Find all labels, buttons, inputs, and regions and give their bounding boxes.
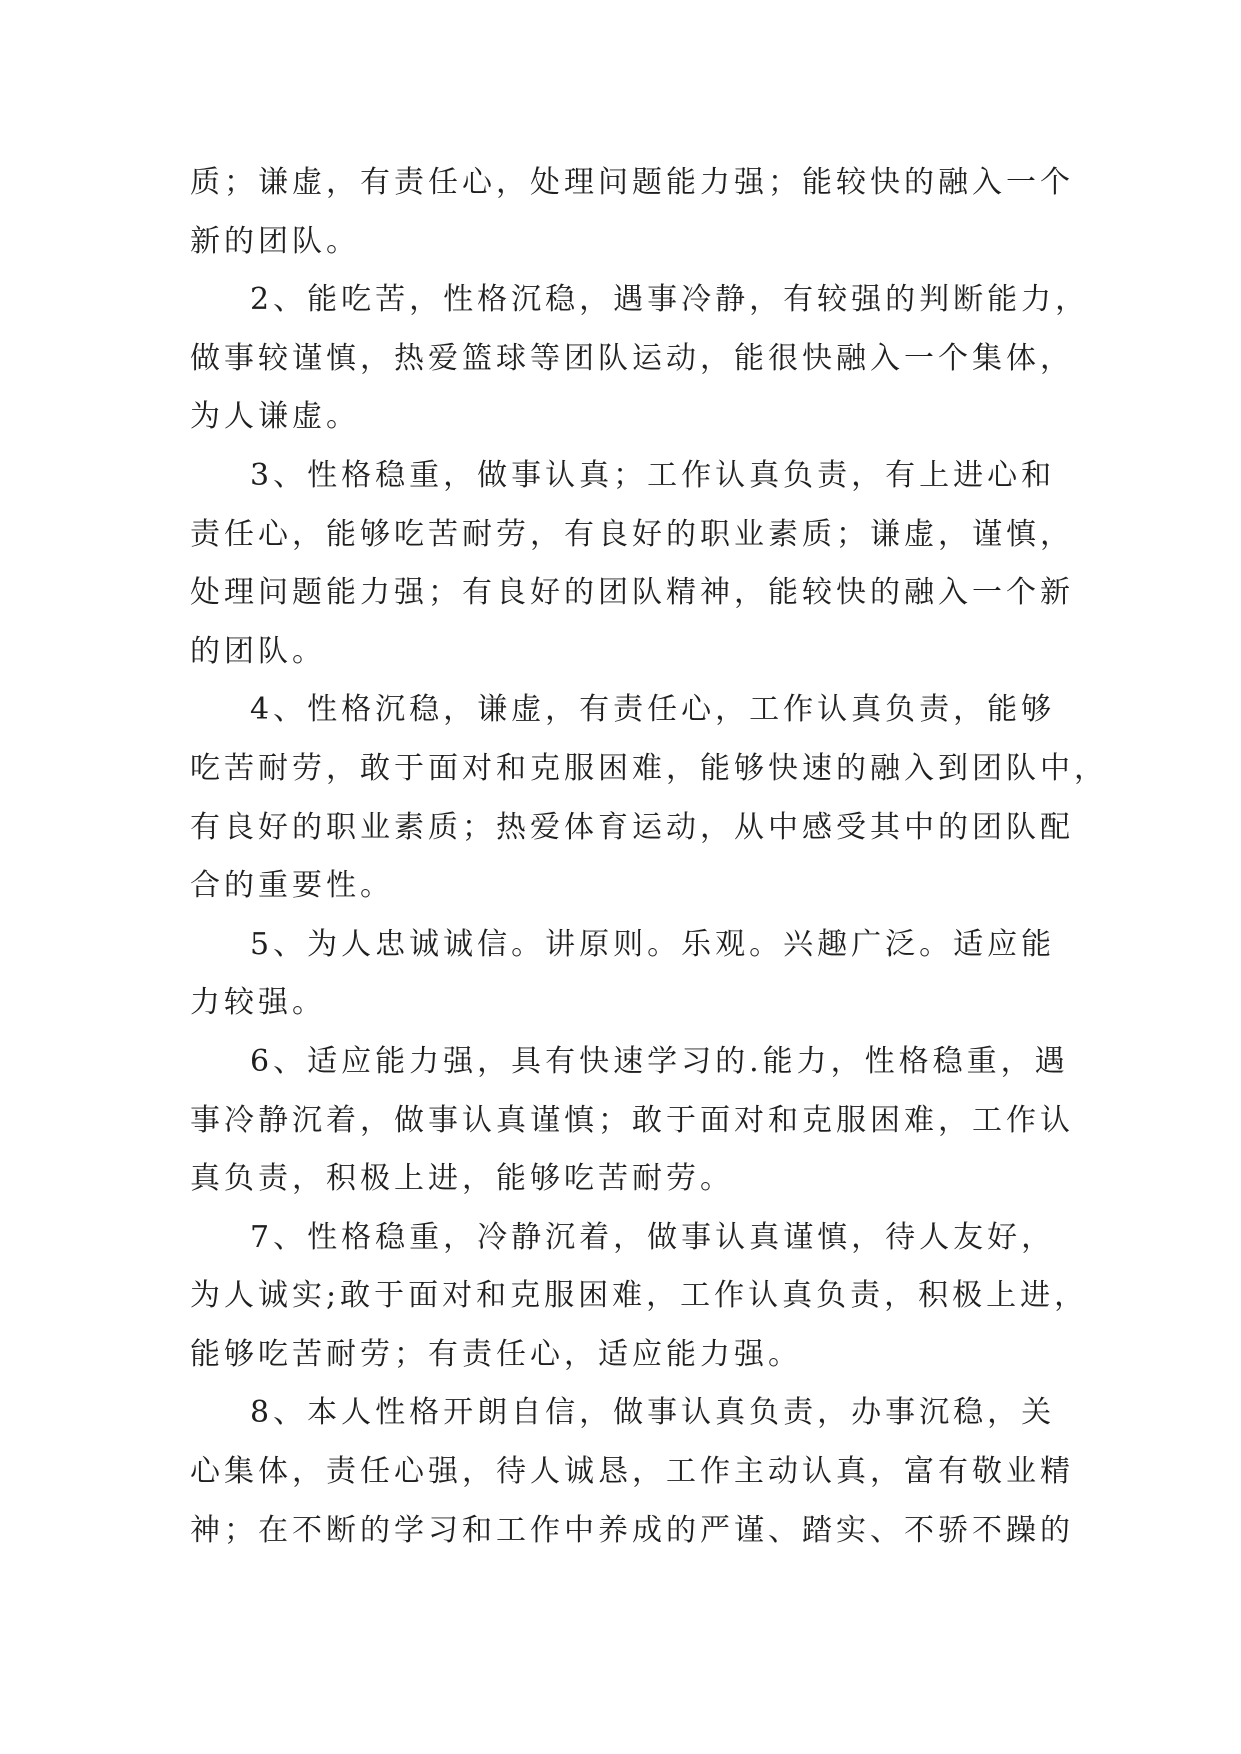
text-line: 神；在不断的学习和工作中养成的严谨、踏实、不骄不躁的 [190, 1512, 1074, 1548]
text-line: 7、性格稳重，冷静沉着，做事认真谨慎，待人友好， [250, 1219, 1056, 1255]
text-line: 心集体，责任心强，待人诚恳，工作主动认真，富有敬业精 [190, 1454, 1074, 1490]
text-line: 有良好的职业素质；热爱体育运动，从中感受其中的团队配 [190, 809, 1074, 845]
text-line: 能够吃苦耐劳；有责任心，适应能力强。 [190, 1336, 802, 1372]
text-line: 5、为人忠诚诚信。讲原则。乐观。兴趣广泛。适应能 [250, 926, 1056, 962]
text-line: 8、本人性格开朗自信，做事认真负责，办事沉稳，关 [250, 1395, 1056, 1431]
text-line: 事冷静沉着，做事认真谨慎；敢于面对和克服困难，工作认 [190, 1102, 1074, 1138]
text-line: 为人诚实;敢于面对和克服困难，工作认真负责，积极上进， [190, 1278, 1089, 1314]
text-line: 6、适应能力强，具有快速学习的.能力，性格稳重，遇 [250, 1043, 1069, 1079]
text-line: 责任心，能够吃苦耐劳，有良好的职业素质；谦虚，谨慎， [190, 516, 1074, 552]
text-line: 为人谦虚。 [190, 399, 360, 435]
text-line: 做事较谨慎，热爱篮球等团队运动，能很快融入一个集体， [190, 340, 1074, 376]
text-line: 吃苦耐劳，敢于面对和克服困难，能够快速的融入到团队中， [190, 750, 1108, 786]
text-line: 合的重要性。 [190, 868, 394, 904]
text-line: 的团队。 [190, 633, 326, 669]
text-line: 4、性格沉稳，谦虚，有责任心，工作认真负责，能够 [250, 692, 1056, 728]
text-line: 2、能吃苦，性格沉稳，遇事冷静，有较强的判断能力， [250, 282, 1090, 318]
document-body [190, 154, 1108, 1560]
text-line: 真负责，积极上进，能够吃苦耐劳。 [190, 1161, 734, 1197]
text-line: 处理问题能力强；有良好的团队精神，能较快的融入一个新 [190, 575, 1074, 611]
text-line: 3、性格稳重，做事认真；工作认真负责，有上进心和 [250, 457, 1056, 493]
text-line: 力较强。 [190, 985, 326, 1021]
text-line: 新的团队。 [190, 223, 360, 259]
text-line: 质；谦虚，有责任心，处理问题能力强；能较快的融入一个 [190, 165, 1074, 200]
